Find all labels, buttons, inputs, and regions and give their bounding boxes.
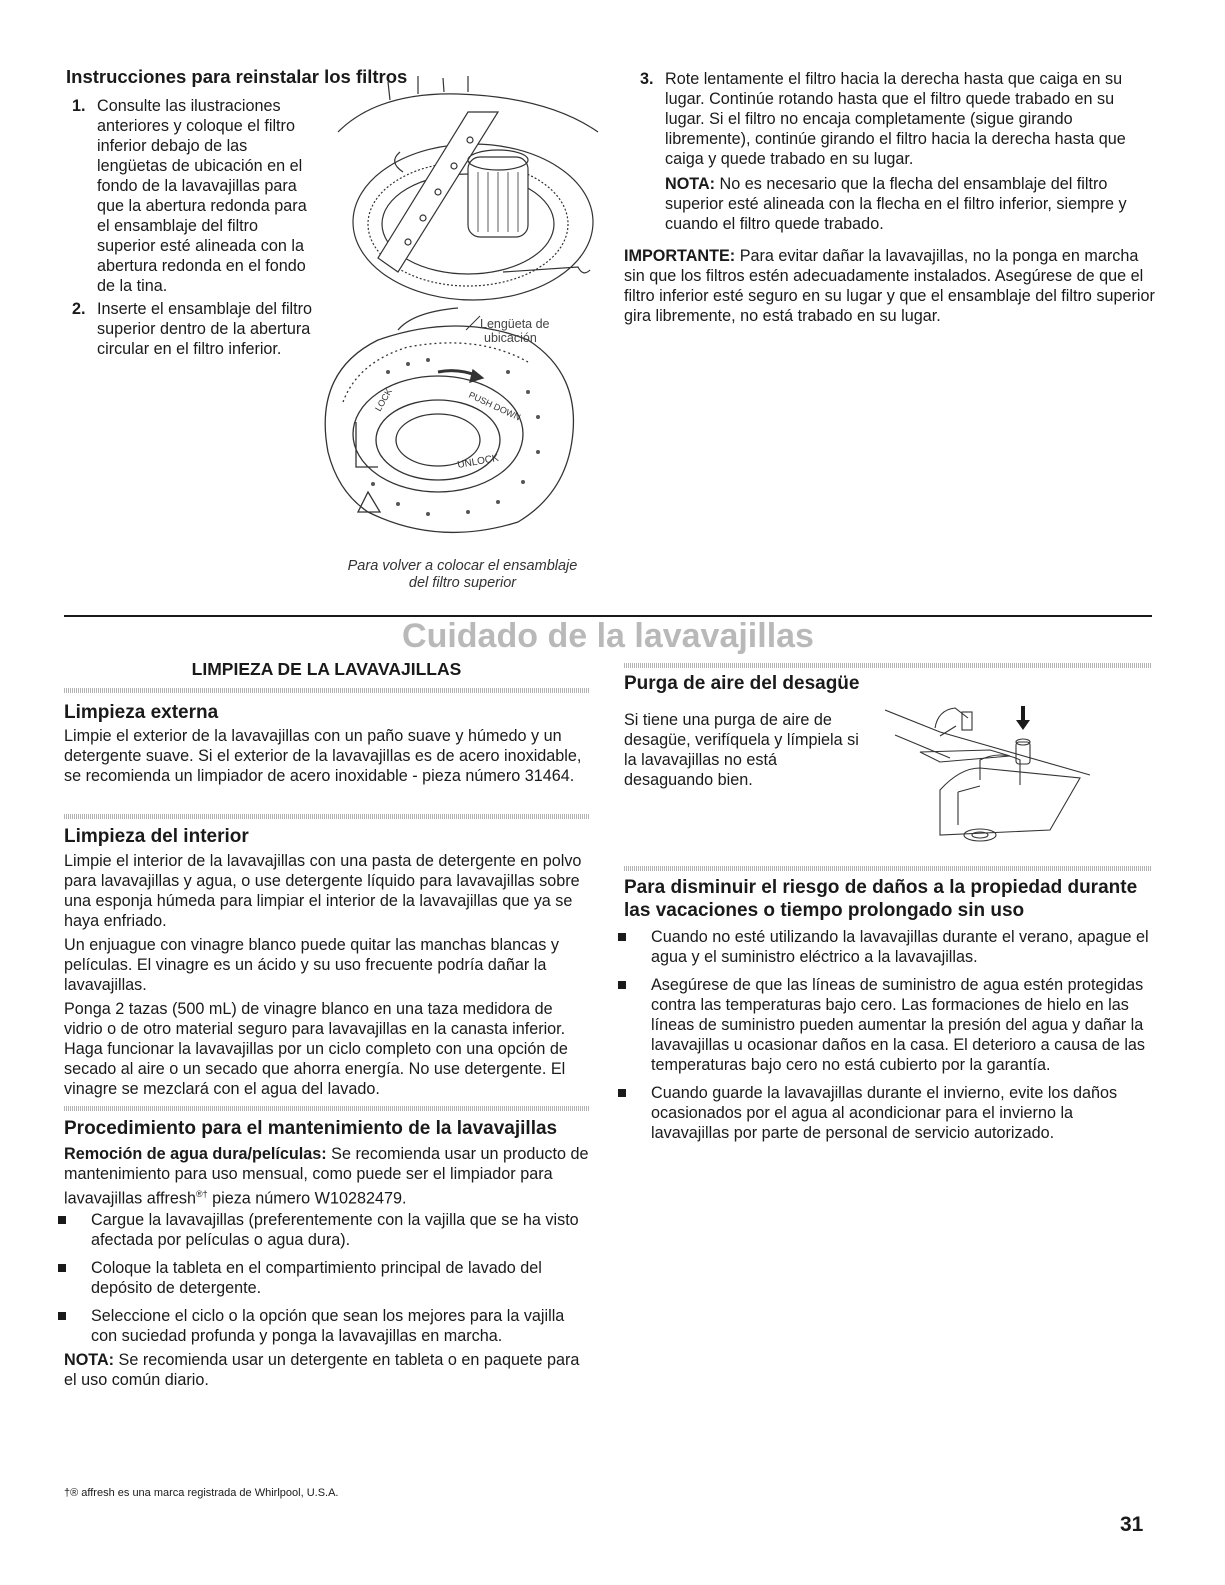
external-cleaning-heading: Limpieza externa [64,702,219,723]
push-down-label: PUSH DOWN [467,389,523,423]
filter-instructions-heading: Instrucciones para reinstalar los filtros [66,66,408,87]
vacation-bullets [614,927,1154,1151]
list-item: Cargue la lavavajillas (preferentemente con la vajilla que se ha visto afectada por películas o agua dura). [54,1210,589,1250]
rule-interior [64,814,589,819]
interior-cleaning-p1: Limpie el interior de la lavavajillas con una pasta de detergente en polvo para lavavajillas y agua, o use detergente líquido para lavavajillas sobre una esponja húmeda para limpiar el interior de la lavavajillas que ya se haya enfriado. [64,852,582,930]
rule-riesgo [624,866,1152,871]
list-item: Coloque la tableta en el compartimiento principal de lavado del depósito de detergente. [54,1258,589,1298]
hard-water-removal: Remoción de agua dura/películas: Se recomienda usar un producto de mantenimiento para uso mensual, como puede ser el limpiador para lavavajillas affresh®† pieza número W10282479. [64,1145,589,1208]
cleaning-heading: LIMPIEZA DE LA LAVAVAJILLAS [191,659,462,679]
filter-note: NOTA: No es necesario que la flecha del ensamblaje del filtro superior esté alineada con la flecha en el filtro inferior, siempre y cuando el filtro quede trabado. [665,175,1127,233]
list-item: Asegúrese de que las líneas de suministro de agua estén protegidas contra las temperaturas bajo cero. Las formaciones de hielo en las líneas de suministro pueden aumentar la presión del agua y dañar la lavavajillas u ocasionar daños en la casa. El deterioro a causa de las temperaturas bajo cero no está cubierto por la garantía. [614,975,1154,1075]
property-damage-heading: Para disminuir el riesgo de daños a la propiedad durante las vacaciones o tiempo prolongado sin uso [624,877,1138,921]
list-item: Cuando no esté utilizando la lavavajillas durante el verano, apague el agua y el suministro eléctrico a la lavavajillas. [614,927,1154,967]
maintenance-heading: Procedimiento para el mantenimiento de la lavavajillas [64,1118,558,1139]
maintenance-bullets [54,1210,589,1354]
list-item: Cuando guarde la lavavajillas durante el invierno, evite los daños ocasionados por el agua al acondicionar para el invierno la lavavajillas por parte de personal de servicio autorizado. [614,1083,1154,1143]
rule-mantenimiento [64,1106,589,1111]
rule-purga [624,663,1152,668]
filter-reinstall-illustration [318,72,608,542]
filter-steps-list [66,96,316,359]
step-2: 2. Inserte el ensamblaje del filtro superior dentro de la abertura circular en el filtro inferior. [72,300,313,358]
figure-caption: Para volver a colocar el ensamblaje del filtro superior [347,558,578,591]
locator-tab-label-line1: Lengüeta de [480,317,550,331]
interior-cleaning-p3: Ponga 2 tazas (500 mL) de vinagre blanco en una taza medidora de vidrio o de otro material seguro para lavavajillas en la canasta inferior. Haga funcionar la lavavajillas por un ciclo completo con una opción de secado al aire o un secado que ahorra energía. No use detergente. El vinagre se mezclará con el agua del lavado. [64,1000,568,1098]
sink-air-gap-illustration [880,690,1095,850]
step-1: 1. Consulte las ilustraciones anteriores y coloque el filtro inferior debajo de las lengüetas de ubicación en el fondo de la lavavajillas para que la abertura redonda para el ensamblaje del filtro superior esté alineada con la abertura redonda en el fondo de la tina. [72,97,307,295]
list-item: Seleccione el ciclo o la opción que sean los mejores para la vajilla con suciedad profunda y ponga la lavavajillas en marcha. [54,1306,589,1346]
drain-air-gap-heading: Purga de aire del desagüe [624,673,860,694]
unlock-label: UNLOCK [456,452,500,471]
page-number: 31 [1120,1513,1144,1536]
lock-label: LOCK [373,386,394,413]
locator-tab-label-line2: ubicación [484,331,537,345]
step-3: 3. Rote lentamente el filtro hacia la derecha hasta que caiga en su lugar. Continúe rotando hasta que el filtro quede trabado en su lugar. Si el filtro no encaja completamente (sigue girando libremente), continúe girando el filtro hacia la derecha hasta que caiga y quede trabado en su lugar. [640,70,1126,168]
section-title: Cuidado de la lavavajillas [402,617,814,655]
interior-cleaning-p2: Un enjuague con vinagre blanco puede quitar las manchas blancas y películas. El vinagre es un ácido y su uso frecuente podría dañar la lavavajillas. [64,936,559,994]
interior-cleaning-heading: Limpieza del interior [64,826,249,847]
external-cleaning-text: Limpie el exterior de la lavavajillas con un paño suave y húmedo y un detergente suave. Si el exterior de la lavavajillas es de acero inoxidable, se recomienda un limpiador de acero inoxidable - pieza número 31464. [64,727,582,785]
maintenance-note: NOTA: Se recomienda usar un detergente en tableta o en paquete para el uso común diario. [64,1351,580,1389]
drain-air-gap-text: Si tiene una purga de aire de desagüe, verifíquela y límpiela si la lavavajillas no está desaguando bien. [624,711,859,789]
important-warning: IMPORTANTE: Para evitar dañar la lavavajillas, no la ponga en marcha sin que los filtros estén adecuadamente instalados. Asegúrese de que el filtro inferior esté seguro en su lugar y que el ensamblaje del filtro superior gira libremente, no está trabado en su lugar. [624,247,1155,325]
rule-externa [64,688,589,693]
filter-steps-list-cont [634,69,1154,169]
footnote: †® affresh es una marca registrada de Whirlpool, U.S.A. [64,1487,339,1499]
